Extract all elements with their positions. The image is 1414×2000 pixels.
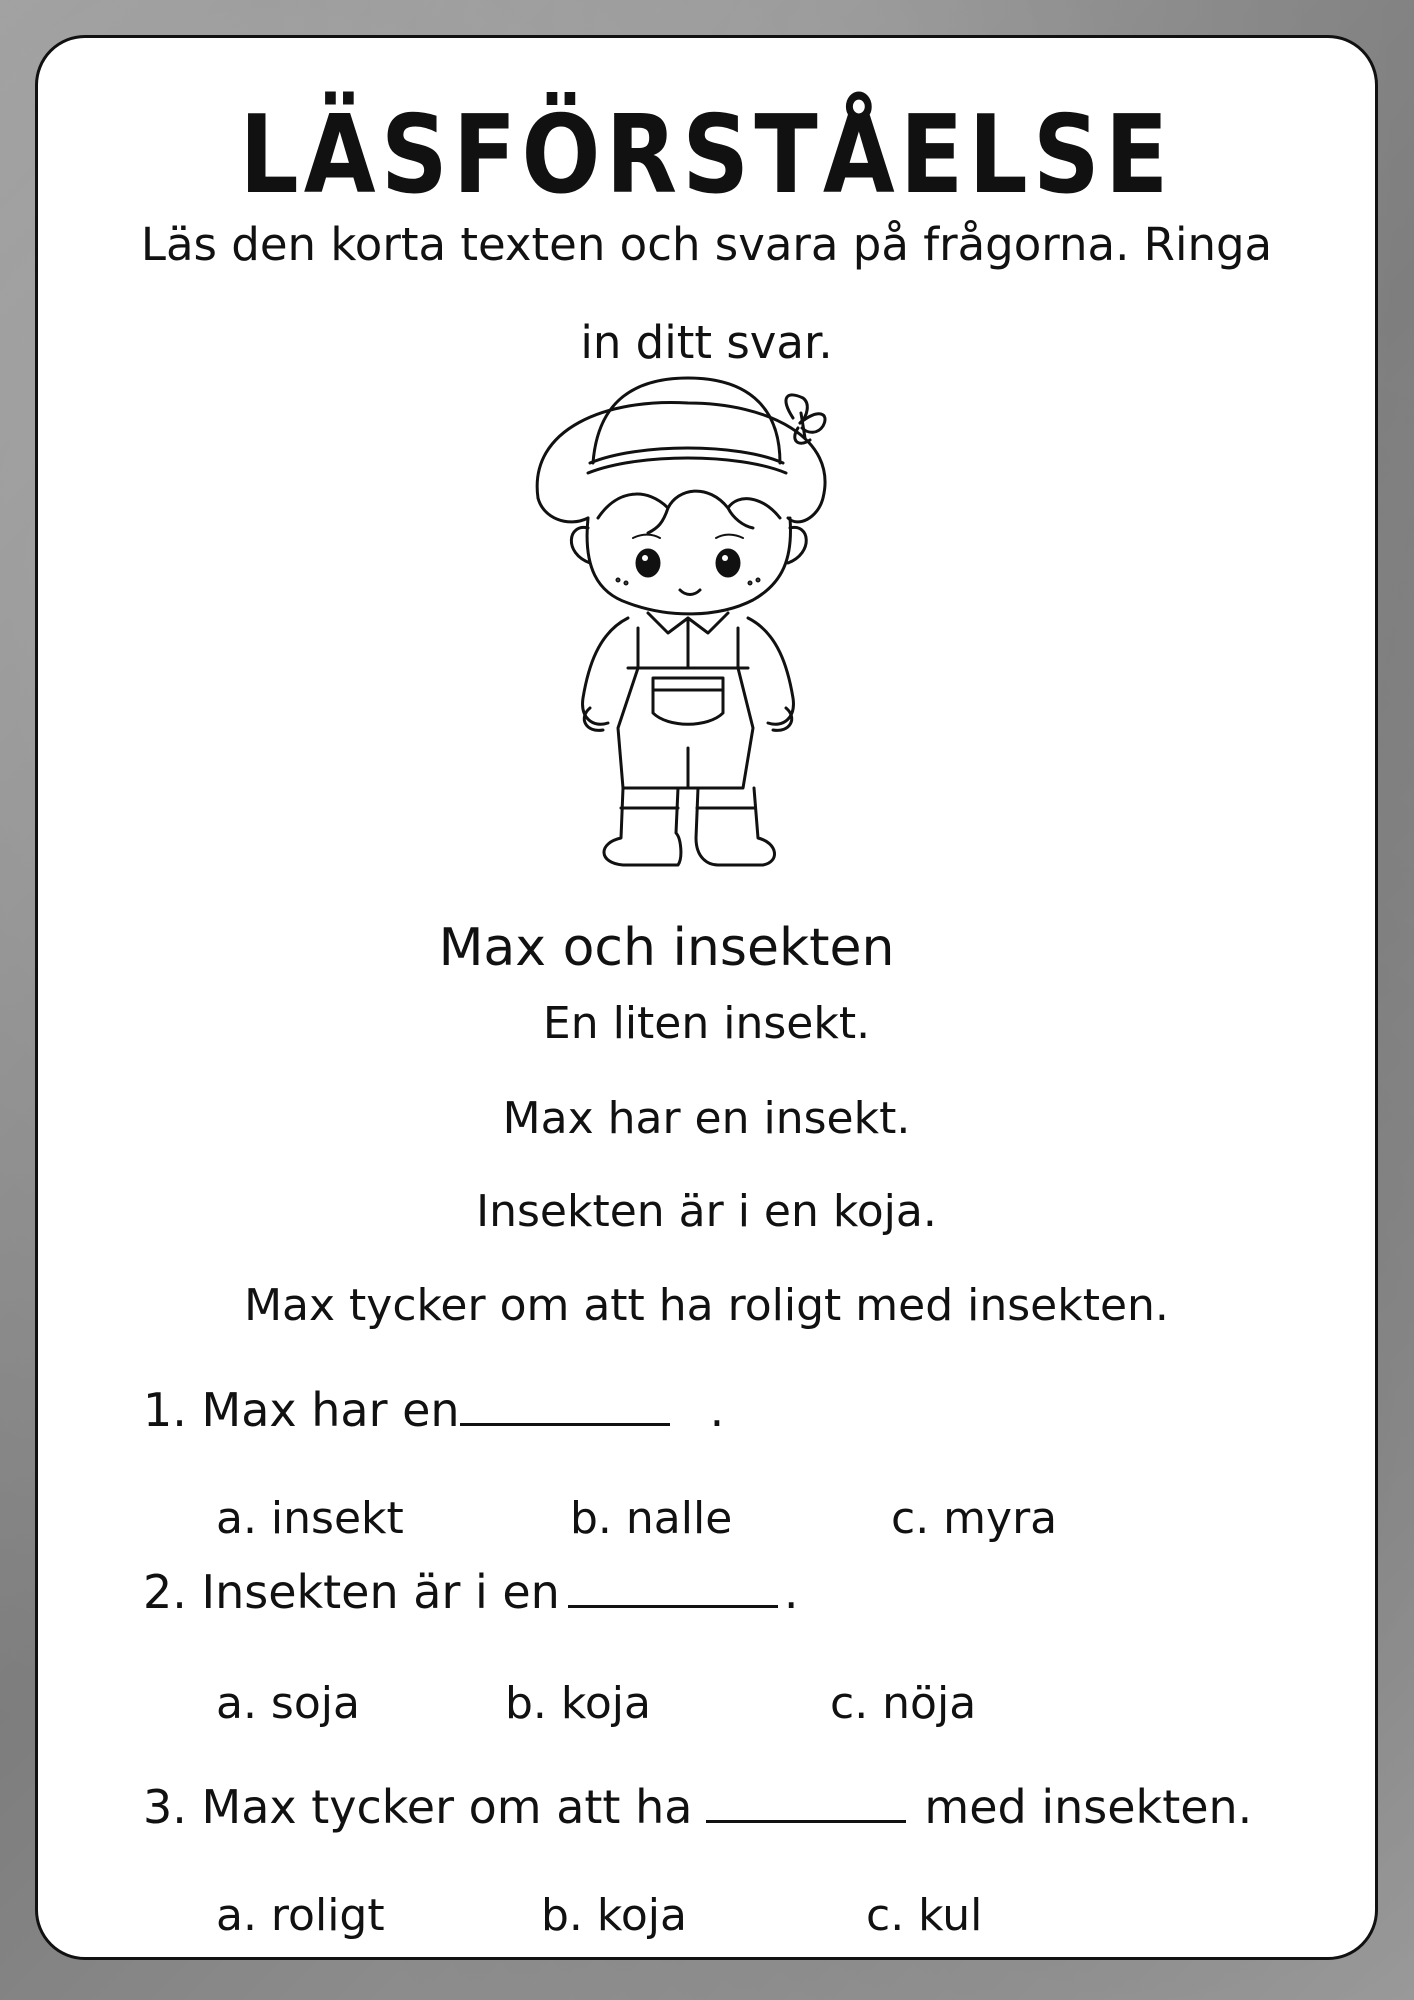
question-2 bbox=[143, 1565, 798, 1619]
answer-blank-2[interactable] bbox=[568, 1565, 778, 1608]
q1-option-a[interactable]: a. insekt bbox=[216, 1493, 404, 1544]
q3-option-b[interactable]: b. koja bbox=[541, 1890, 687, 1941]
answer-blank-1[interactable] bbox=[460, 1383, 670, 1426]
story-title: Max och insekten bbox=[438, 918, 895, 978]
story-line-1: En liten insekt. bbox=[542, 998, 871, 1049]
question-3-text: 3. Max tycker om att ha bbox=[143, 1780, 693, 1834]
story-line-3: Insekten är i en koja. bbox=[476, 1186, 937, 1237]
instructions-line-2: in ditt svar. bbox=[580, 316, 833, 369]
q3-option-c[interactable]: c. kul bbox=[866, 1890, 983, 1941]
q2-option-a[interactable]: a. soja bbox=[216, 1678, 360, 1729]
question-1 bbox=[143, 1383, 724, 1437]
story-line-2: Max har en insekt. bbox=[502, 1093, 911, 1144]
butterfly-icon bbox=[786, 395, 825, 443]
worksheet-card bbox=[35, 35, 1378, 1960]
instructions-line-1: Läs den korta texten och svara på frågorna. Ringa bbox=[140, 218, 1273, 271]
question-3-suffix: med insekten. bbox=[924, 1780, 1253, 1834]
question-2-suffix: . bbox=[783, 1565, 799, 1619]
answer-blank-3[interactable] bbox=[706, 1780, 906, 1823]
question-2-text: 2. Insekten är i en bbox=[143, 1565, 560, 1619]
question-1-suffix: . bbox=[709, 1383, 725, 1437]
story-line-4: Max tycker om att ha roligt med insekten. bbox=[244, 1280, 1169, 1331]
question-1-text: 1. Max har en bbox=[143, 1383, 460, 1437]
q3-option-a[interactable]: a. roligt bbox=[216, 1890, 385, 1941]
q1-option-b[interactable]: b. nalle bbox=[570, 1493, 733, 1544]
q1-option-c[interactable]: c. myra bbox=[891, 1493, 1058, 1544]
q2-option-c[interactable]: c. nöja bbox=[830, 1678, 977, 1729]
question-3 bbox=[143, 1780, 1252, 1834]
worksheet-title: LÄSFÖRSTÅELSE bbox=[239, 93, 1174, 218]
boy-illustration bbox=[518, 368, 878, 873]
q2-option-b[interactable]: b. koja bbox=[505, 1678, 651, 1729]
